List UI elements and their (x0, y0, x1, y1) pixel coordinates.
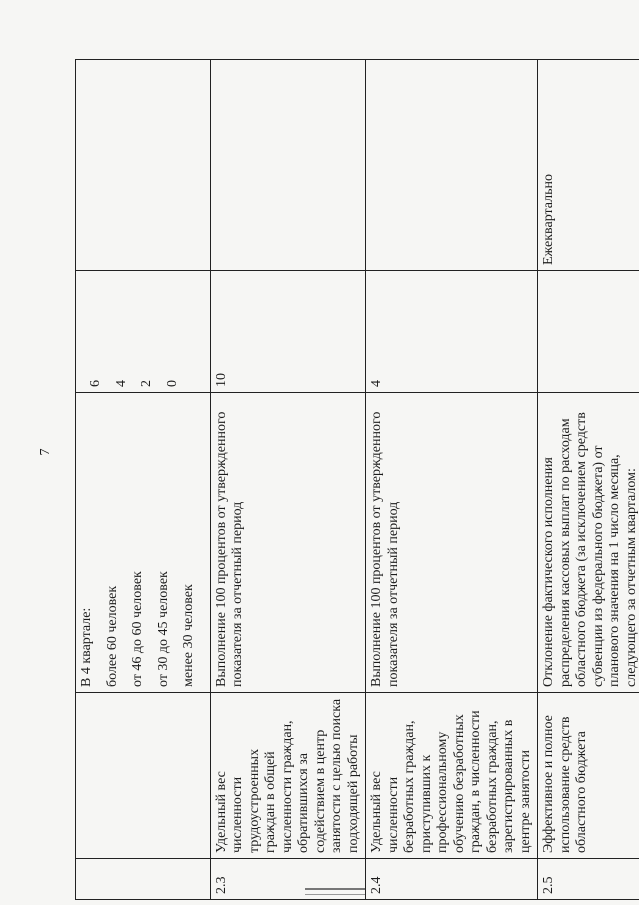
criteria-line: более 60 человек (104, 585, 120, 687)
criteria-table (75, 59, 639, 900)
criteria-cell: Выполнение 100 процентов от утвержденного показателя за отчетный период (210, 393, 366, 693)
period-cell (76, 60, 211, 271)
period-cell: Ежеквартально (538, 60, 639, 271)
period-cell (366, 60, 538, 271)
row-number-cell (76, 859, 211, 900)
criteria-line: от 30 до 45 человек (155, 571, 171, 687)
score-cell: 4 (366, 271, 538, 393)
document-sheet (75, 60, 639, 900)
page-number: 7 (38, 448, 53, 456)
row-number-cell: 2.5 (538, 859, 639, 900)
score-value: 0 (164, 380, 180, 387)
score-cell (76, 271, 211, 393)
criteria-cell (76, 393, 211, 693)
row-number-cell: 2.4 (366, 859, 538, 900)
row-number-cell: 2.3 (210, 859, 366, 900)
indicator-name-cell: Удельный вес численности трудоустроенных граждан в общей численности граждан, обратившихся за содействием в центр занятости с целью поиска подходящей работы (210, 693, 366, 859)
score-value: 6 (88, 380, 103, 387)
criteria-line: В 4 квартале: (79, 607, 94, 687)
table-row (366, 60, 538, 900)
score-value: 4 (113, 380, 129, 387)
score-cell (538, 271, 639, 393)
table-row (76, 60, 211, 900)
criteria-line: менее 30 человек (181, 584, 197, 687)
score-value: 2 (139, 380, 155, 387)
table-row (538, 60, 639, 900)
criteria-line: от 46 до 60 человек (130, 571, 146, 687)
indicator-name-cell (76, 693, 211, 859)
indicator-name-cell: Удельный вес численности безработных граждан, приступивших к профессиональному обучению безработных граждан, в численности безработных граждан, зарегистрированных в центре занятости (366, 693, 538, 859)
period-cell (210, 60, 366, 271)
indicator-name-cell: Эффективное и полное использование средств областного бюджета (538, 693, 639, 859)
table-row (210, 60, 366, 900)
criteria-cell: Выполнение 100 процентов от утвержденного показателя за отчетный период (366, 393, 538, 693)
score-cell: 10 (210, 271, 366, 393)
rotated-table-wrapper (75, 60, 639, 900)
criteria-cell: Отклонение фактического исполнения распределения кассовых выплат по расходам областного бюджета (за исключением средств субвенции из федерального бюджета) от планового значения на 1 число месяца, следующего за отчетным кварталом: (538, 393, 639, 693)
binding-mark (305, 888, 365, 895)
